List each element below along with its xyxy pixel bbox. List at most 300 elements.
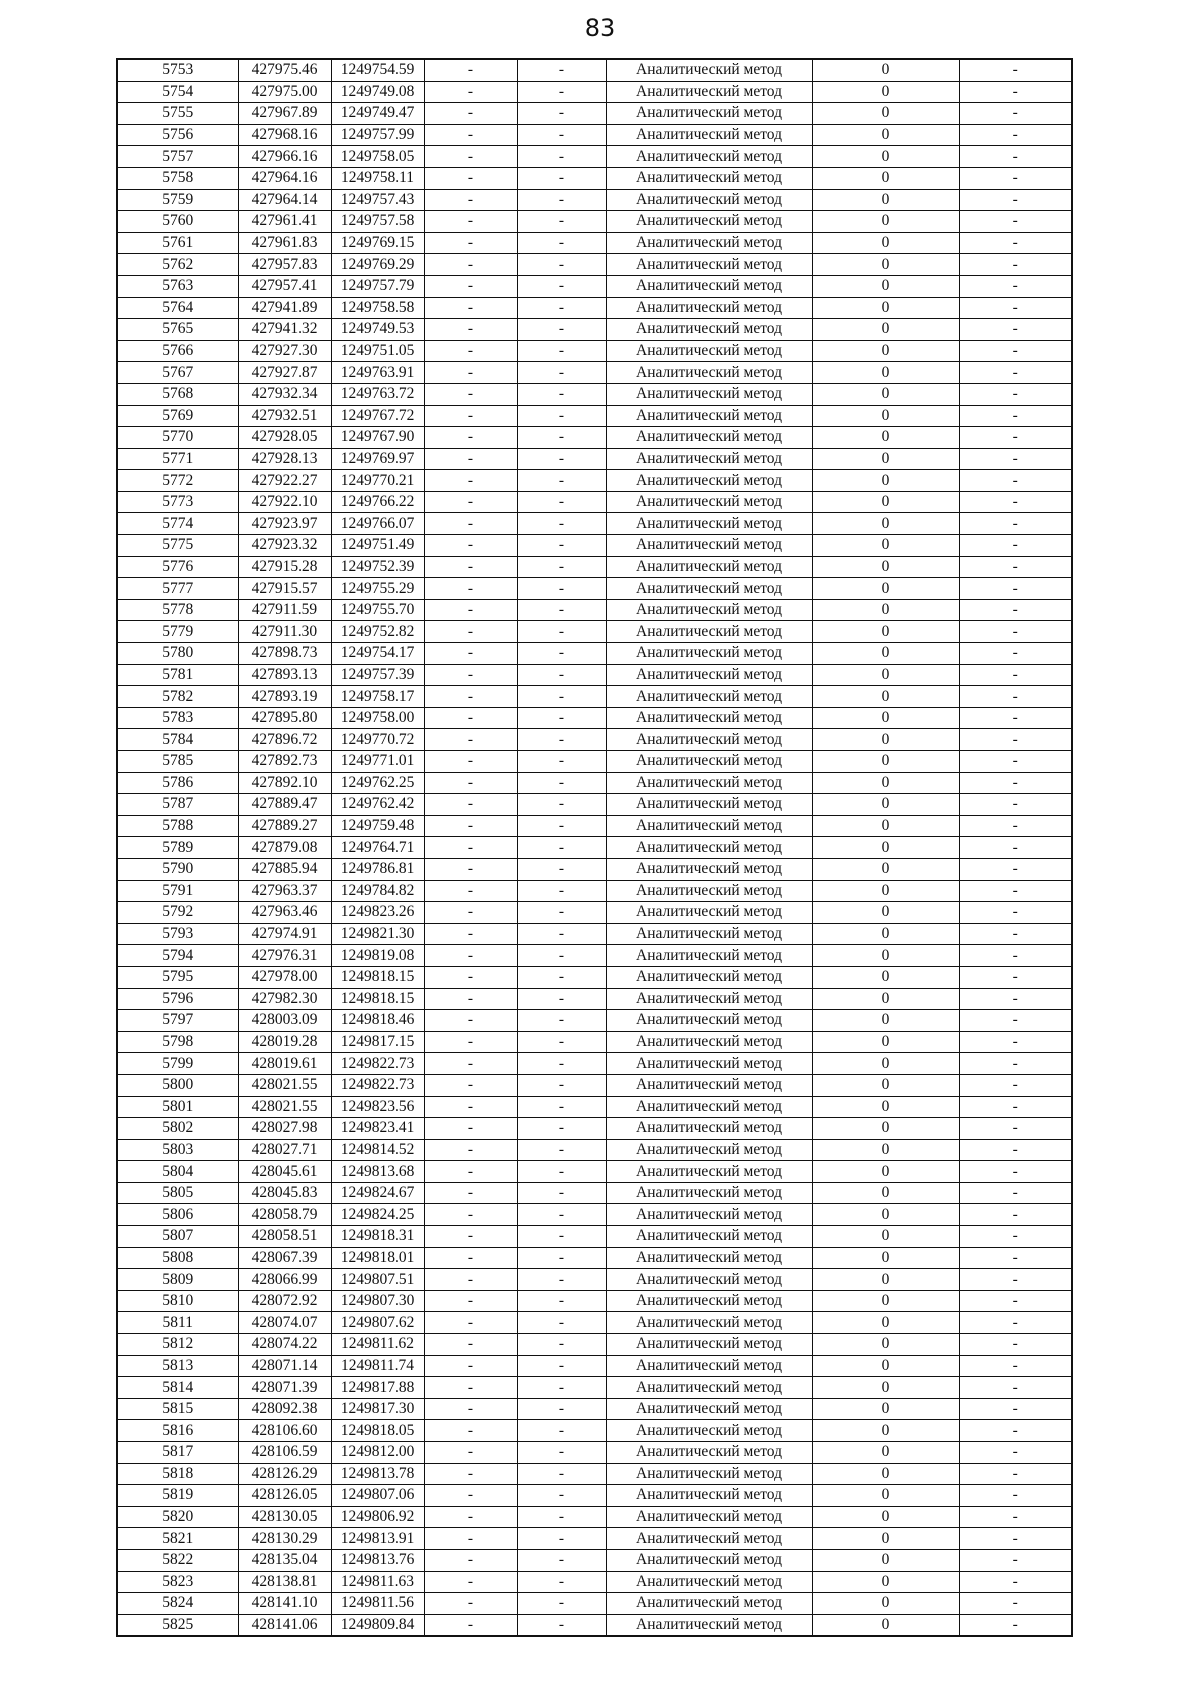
value-cell: 0 [812,1442,959,1464]
table-row [117,1398,1072,1420]
table-row [117,858,1072,880]
point-number-cell: 5780 [117,643,238,665]
table-row [117,59,1072,81]
method-cell: Аналитический метод [606,1096,812,1118]
value-cell: 0 [812,59,959,81]
x-coordinate-cell: 427968.16 [238,124,331,146]
y-coordinate-cell: 1249817.15 [331,1031,424,1053]
dash-cell: - [959,1571,1072,1593]
dash-cell: - [959,81,1072,103]
x-coordinate-cell: 427922.27 [238,470,331,492]
dash-cell: - [517,1161,606,1183]
method-cell: Аналитический метод [606,599,812,621]
x-coordinate-cell: 427889.47 [238,794,331,816]
method-cell: Аналитический метод [606,1247,812,1269]
y-coordinate-cell: 1249818.15 [331,988,424,1010]
y-coordinate-cell: 1249767.90 [331,427,424,449]
dash-cell: - [424,275,517,297]
point-number-cell: 5757 [117,146,238,168]
method-cell: Аналитический метод [606,1506,812,1528]
x-coordinate-cell: 428058.51 [238,1226,331,1248]
y-coordinate-cell: 1249759.48 [331,815,424,837]
point-number-cell: 5811 [117,1312,238,1334]
y-coordinate-cell: 1249813.68 [331,1161,424,1183]
x-coordinate-cell: 427957.83 [238,254,331,276]
point-number-cell: 5783 [117,707,238,729]
method-cell: Аналитический метод [606,1118,812,1140]
dash-cell: - [517,1549,606,1571]
dash-cell: - [517,1247,606,1269]
dash-cell: - [959,535,1072,557]
method-cell: Аналитический метод [606,59,812,81]
dash-cell: - [517,1614,606,1636]
table-row [117,1614,1072,1636]
method-cell: Аналитический метод [606,1290,812,1312]
value-cell: 0 [812,1031,959,1053]
dash-cell: - [424,880,517,902]
y-coordinate-cell: 1249812.00 [331,1442,424,1464]
table-row [117,1442,1072,1464]
dash-cell: - [959,1312,1072,1334]
y-coordinate-cell: 1249813.78 [331,1463,424,1485]
x-coordinate-cell: 427941.32 [238,319,331,341]
x-coordinate-cell: 427932.34 [238,383,331,405]
table-row [117,923,1072,945]
dash-cell: - [959,383,1072,405]
y-coordinate-cell: 1249818.15 [331,966,424,988]
point-number-cell: 5782 [117,686,238,708]
point-number-cell: 5825 [117,1614,238,1636]
table-row [117,103,1072,125]
dash-cell: - [424,837,517,859]
dash-cell: - [959,966,1072,988]
point-number-cell: 5785 [117,751,238,773]
point-number-cell: 5791 [117,880,238,902]
dash-cell: - [424,686,517,708]
value-cell: 0 [812,1420,959,1442]
dash-cell: - [517,578,606,600]
x-coordinate-cell: 427928.13 [238,448,331,470]
table-row [117,1269,1072,1291]
dash-cell: - [517,1355,606,1377]
table-row [117,1204,1072,1226]
dash-cell: - [424,599,517,621]
y-coordinate-cell: 1249823.26 [331,902,424,924]
dash-cell: - [959,319,1072,341]
value-cell: 0 [812,664,959,686]
method-cell: Аналитический метод [606,988,812,1010]
value-cell: 0 [812,1614,959,1636]
dash-cell: - [517,448,606,470]
x-coordinate-cell: 427879.08 [238,837,331,859]
table-row [117,1463,1072,1485]
method-cell: Аналитический метод [606,1074,812,1096]
table-row [117,945,1072,967]
dash-cell: - [959,1031,1072,1053]
dash-cell: - [517,923,606,945]
value-cell: 0 [812,1204,959,1226]
dash-cell: - [424,1571,517,1593]
point-number-cell: 5804 [117,1161,238,1183]
x-coordinate-cell: 427963.46 [238,902,331,924]
dash-cell: - [424,1312,517,1334]
dash-cell: - [517,1334,606,1356]
dash-cell: - [959,167,1072,189]
dash-cell: - [517,405,606,427]
method-cell: Аналитический метод [606,167,812,189]
table-row [117,211,1072,233]
point-number-cell: 5803 [117,1139,238,1161]
dash-cell: - [959,362,1072,384]
value-cell: 0 [812,1182,959,1204]
point-number-cell: 5817 [117,1442,238,1464]
table-row [117,535,1072,557]
x-coordinate-cell: 428019.28 [238,1031,331,1053]
point-number-cell: 5805 [117,1182,238,1204]
point-number-cell: 5789 [117,837,238,859]
method-cell: Аналитический метод [606,815,812,837]
dash-cell: - [959,189,1072,211]
y-coordinate-cell: 1249754.17 [331,643,424,665]
y-coordinate-cell: 1249757.39 [331,664,424,686]
value-cell: 0 [812,794,959,816]
dash-cell: - [517,470,606,492]
y-coordinate-cell: 1249818.46 [331,1010,424,1032]
table-row [117,1247,1072,1269]
y-coordinate-cell: 1249813.91 [331,1528,424,1550]
dash-cell: - [424,578,517,600]
dash-cell: - [517,643,606,665]
dash-cell: - [424,1010,517,1032]
table-row [117,599,1072,621]
table-row [117,988,1072,1010]
x-coordinate-cell: 427966.16 [238,146,331,168]
method-cell: Аналитический метод [606,405,812,427]
value-cell: 0 [812,1377,959,1399]
dash-cell: - [424,858,517,880]
value-cell: 0 [812,643,959,665]
table-row [117,1010,1072,1032]
y-coordinate-cell: 1249813.76 [331,1549,424,1571]
value-cell: 0 [812,513,959,535]
dash-cell: - [517,1226,606,1248]
table-row [117,794,1072,816]
method-cell: Аналитический метод [606,1204,812,1226]
dash-cell: - [424,427,517,449]
y-coordinate-cell: 1249769.15 [331,232,424,254]
point-number-cell: 5807 [117,1226,238,1248]
y-coordinate-cell: 1249752.82 [331,621,424,643]
value-cell: 0 [812,599,959,621]
y-coordinate-cell: 1249769.29 [331,254,424,276]
dash-cell: - [959,1010,1072,1032]
method-cell: Аналитический метод [606,427,812,449]
method-cell: Аналитический метод [606,1614,812,1636]
dash-cell: - [959,1118,1072,1140]
dash-cell: - [517,1377,606,1399]
y-coordinate-cell: 1249823.56 [331,1096,424,1118]
method-cell: Аналитический метод [606,707,812,729]
value-cell: 0 [812,1571,959,1593]
table-row [117,1377,1072,1399]
x-coordinate-cell: 428066.99 [238,1269,331,1291]
x-coordinate-cell: 428106.60 [238,1420,331,1442]
point-number-cell: 5756 [117,124,238,146]
dash-cell: - [424,319,517,341]
dash-cell: - [424,254,517,276]
value-cell: 0 [812,167,959,189]
dash-cell: - [517,1139,606,1161]
method-cell: Аналитический метод [606,686,812,708]
value-cell: 0 [812,729,959,751]
value-cell: 0 [812,1355,959,1377]
dash-cell: - [517,772,606,794]
y-coordinate-cell: 1249770.72 [331,729,424,751]
dash-cell: - [424,1161,517,1183]
method-cell: Аналитический метод [606,1139,812,1161]
value-cell: 0 [812,815,959,837]
dash-cell: - [959,1463,1072,1485]
point-number-cell: 5786 [117,772,238,794]
point-number-cell: 5759 [117,189,238,211]
value-cell: 0 [812,1398,959,1420]
dash-cell: - [959,1355,1072,1377]
table-row [117,1118,1072,1140]
x-coordinate-cell: 427927.30 [238,340,331,362]
value-cell: 0 [812,535,959,557]
dash-cell: - [424,1074,517,1096]
point-number-cell: 5768 [117,383,238,405]
y-coordinate-cell: 1249769.97 [331,448,424,470]
table-row [117,470,1072,492]
dash-cell: - [517,1290,606,1312]
dash-cell: - [424,189,517,211]
dash-cell: - [517,211,606,233]
table-row [117,621,1072,643]
dash-cell: - [424,1463,517,1485]
dash-cell: - [517,1593,606,1615]
x-coordinate-cell: 428135.04 [238,1549,331,1571]
value-cell: 0 [812,189,959,211]
method-cell: Аналитический метод [606,1269,812,1291]
dash-cell: - [517,966,606,988]
value-cell: 0 [812,1096,959,1118]
table-row [117,1096,1072,1118]
dash-cell: - [959,513,1072,535]
y-coordinate-cell: 1249822.73 [331,1053,424,1075]
value-cell: 0 [812,837,959,859]
y-coordinate-cell: 1249766.07 [331,513,424,535]
dash-cell: - [424,81,517,103]
x-coordinate-cell: 428126.05 [238,1485,331,1507]
x-coordinate-cell: 427922.10 [238,491,331,513]
table-row [117,254,1072,276]
dash-cell: - [517,1506,606,1528]
point-number-cell: 5814 [117,1377,238,1399]
value-cell: 0 [812,1269,959,1291]
y-coordinate-cell: 1249822.73 [331,1074,424,1096]
point-number-cell: 5822 [117,1549,238,1571]
dash-cell: - [959,707,1072,729]
point-number-cell: 5773 [117,491,238,513]
dash-cell: - [424,1334,517,1356]
y-coordinate-cell: 1249770.21 [331,470,424,492]
method-cell: Аналитический метод [606,923,812,945]
dash-cell: - [517,1204,606,1226]
x-coordinate-cell: 428130.05 [238,1506,331,1528]
x-coordinate-cell: 427974.91 [238,923,331,945]
x-coordinate-cell: 427893.19 [238,686,331,708]
value-cell: 0 [812,966,959,988]
dash-cell: - [959,794,1072,816]
value-cell: 0 [812,923,959,945]
dash-cell: - [517,945,606,967]
x-coordinate-cell: 428130.29 [238,1528,331,1550]
x-coordinate-cell: 428141.10 [238,1593,331,1615]
point-number-cell: 5775 [117,535,238,557]
dash-cell: - [424,405,517,427]
y-coordinate-cell: 1249762.42 [331,794,424,816]
dash-cell: - [517,59,606,81]
dash-cell: - [959,1139,1072,1161]
table-row [117,815,1072,837]
y-coordinate-cell: 1249766.22 [331,491,424,513]
value-cell: 0 [812,211,959,233]
x-coordinate-cell: 428071.39 [238,1377,331,1399]
value-cell: 0 [812,988,959,1010]
page-number: 83 [584,14,616,42]
x-coordinate-cell: 428021.55 [238,1096,331,1118]
y-coordinate-cell: 1249749.53 [331,319,424,341]
y-coordinate-cell: 1249807.51 [331,1269,424,1291]
table-row [117,362,1072,384]
dash-cell: - [959,1528,1072,1550]
x-coordinate-cell: 427927.87 [238,362,331,384]
dash-cell: - [517,1528,606,1550]
y-coordinate-cell: 1249757.79 [331,275,424,297]
y-coordinate-cell: 1249758.00 [331,707,424,729]
table-row [117,751,1072,773]
y-coordinate-cell: 1249818.01 [331,1247,424,1269]
y-coordinate-cell: 1249757.58 [331,211,424,233]
table-row [117,491,1072,513]
point-number-cell: 5762 [117,254,238,276]
x-coordinate-cell: 427976.31 [238,945,331,967]
value-cell: 0 [812,1593,959,1615]
dash-cell: - [424,1118,517,1140]
method-cell: Аналитический метод [606,729,812,751]
x-coordinate-cell: 427975.46 [238,59,331,81]
dash-cell: - [517,621,606,643]
dash-cell: - [424,988,517,1010]
value-cell: 0 [812,254,959,276]
y-coordinate-cell: 1249763.91 [331,362,424,384]
y-coordinate-cell: 1249814.52 [331,1139,424,1161]
point-number-cell: 5820 [117,1506,238,1528]
dash-cell: - [959,1614,1072,1636]
y-coordinate-cell: 1249786.81 [331,858,424,880]
point-number-cell: 5800 [117,1074,238,1096]
dash-cell: - [424,1182,517,1204]
dash-cell: - [424,556,517,578]
dash-cell: - [517,81,606,103]
dash-cell: - [517,491,606,513]
x-coordinate-cell: 427932.51 [238,405,331,427]
method-cell: Аналитический метод [606,254,812,276]
y-coordinate-cell: 1249758.17 [331,686,424,708]
dash-cell: - [517,513,606,535]
table-row [117,880,1072,902]
value-cell: 0 [812,858,959,880]
value-cell: 0 [812,1312,959,1334]
dash-cell: - [959,664,1072,686]
x-coordinate-cell: 427963.37 [238,880,331,902]
method-cell: Аналитический метод [606,232,812,254]
x-coordinate-cell: 428138.81 [238,1571,331,1593]
dash-cell: - [517,1096,606,1118]
method-cell: Аналитический метод [606,1355,812,1377]
value-cell: 0 [812,1463,959,1485]
value-cell: 0 [812,1053,959,1075]
point-number-cell: 5819 [117,1485,238,1507]
y-coordinate-cell: 1249749.08 [331,81,424,103]
dash-cell: - [424,491,517,513]
y-coordinate-cell: 1249749.47 [331,103,424,125]
y-coordinate-cell: 1249758.05 [331,146,424,168]
y-coordinate-cell: 1249807.62 [331,1312,424,1334]
dash-cell: - [959,621,1072,643]
dash-cell: - [424,59,517,81]
dash-cell: - [424,232,517,254]
method-cell: Аналитический метод [606,1182,812,1204]
dash-cell: - [424,362,517,384]
dash-cell: - [517,1312,606,1334]
table-row [117,383,1072,405]
method-cell: Аналитический метод [606,794,812,816]
dash-cell: - [959,902,1072,924]
dash-cell: - [959,1334,1072,1356]
dash-cell: - [959,1074,1072,1096]
method-cell: Аналитический метод [606,297,812,319]
method-cell: Аналитический метод [606,275,812,297]
table-row [117,1420,1072,1442]
method-cell: Аналитический метод [606,1031,812,1053]
dash-cell: - [959,1269,1072,1291]
dash-cell: - [959,837,1072,859]
dash-cell: - [959,599,1072,621]
value-cell: 0 [812,448,959,470]
dash-cell: - [424,1420,517,1442]
x-coordinate-cell: 428019.61 [238,1053,331,1075]
table-row [117,643,1072,665]
method-cell: Аналитический метод [606,643,812,665]
dash-cell: - [424,1398,517,1420]
method-cell: Аналитический метод [606,902,812,924]
dash-cell: - [517,1485,606,1507]
dash-cell: - [424,1031,517,1053]
dash-cell: - [517,297,606,319]
dash-cell: - [517,902,606,924]
x-coordinate-cell: 428106.59 [238,1442,331,1464]
method-cell: Аналитический метод [606,491,812,513]
y-coordinate-cell: 1249817.88 [331,1377,424,1399]
value-cell: 0 [812,103,959,125]
dash-cell: - [424,1614,517,1636]
dash-cell: - [959,1161,1072,1183]
table-row [117,1312,1072,1334]
point-number-cell: 5760 [117,211,238,233]
table-row [117,966,1072,988]
